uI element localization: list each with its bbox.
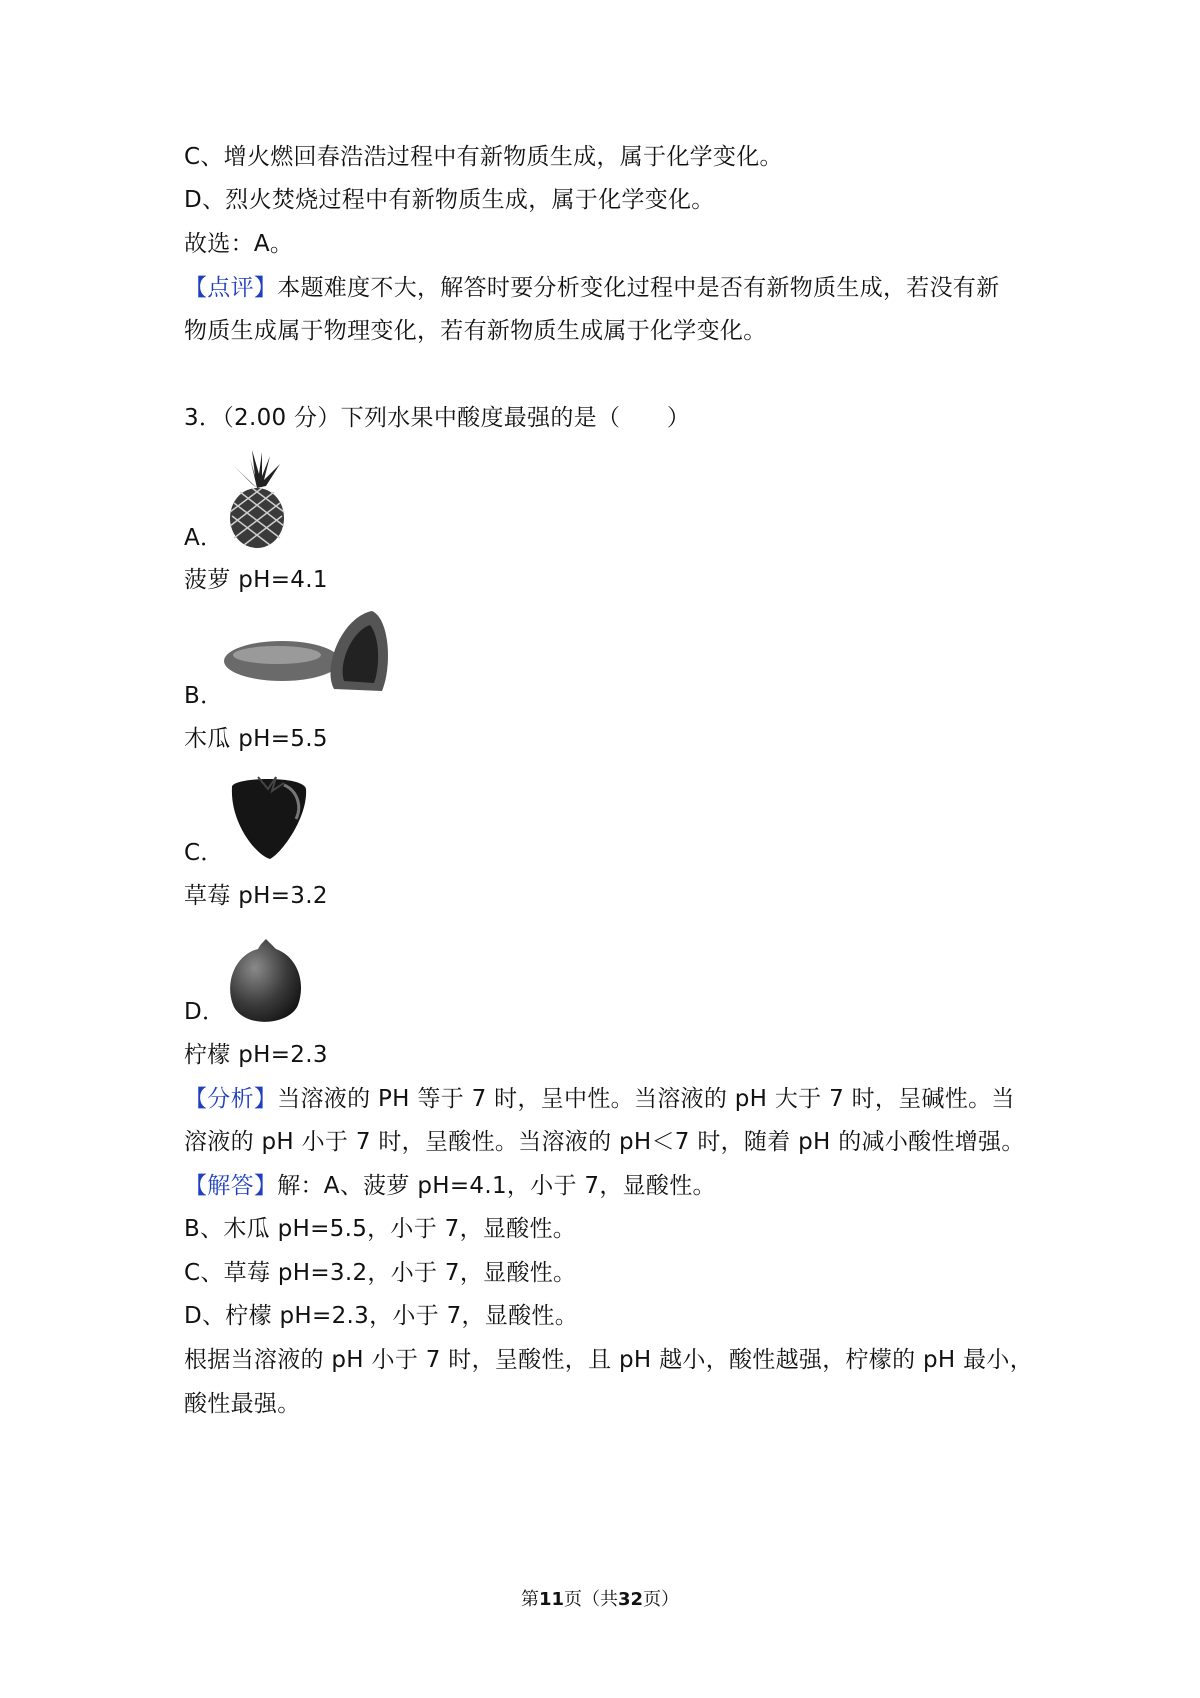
papaya-icon	[222, 607, 394, 695]
answer-line: D、柠檬 pH=2.3，小于 7，显酸性。	[184, 1303, 579, 1329]
page-footer: 第11页（共32页）	[520, 1589, 680, 1610]
option-caption: 草莓 pH=3.2	[184, 883, 328, 909]
text-line: 故选：A。	[184, 231, 294, 257]
answer-line: B、木瓜 pH=5.5，小于 7，显酸性。	[184, 1216, 577, 1242]
option-letter: B．	[184, 683, 224, 709]
analysis-tag: 【分析】	[184, 1086, 278, 1112]
answer-line: C、草莓 pH=3.2，小于 7，显酸性。	[184, 1260, 577, 1286]
text-line: C、增火燃回春浩浩过程中有新物质生成，属于化学变化。	[184, 144, 783, 170]
text-line: 物质生成属于物理变化，若有新物质生成属于化学变化。	[184, 318, 767, 344]
answer-text: 解：A、菠萝 pH=4.1，小于 7，显酸性。	[277, 1173, 716, 1199]
question-stem: 3．（2.00 分）下列水果中酸度最强的是（ ）	[184, 405, 691, 431]
text-line: D、烈火焚烧过程中有新物质生成，属于化学变化。	[184, 187, 715, 213]
option-caption: 柠檬 pH=2.3	[184, 1042, 328, 1068]
answer-tag: 【解答】	[184, 1173, 278, 1199]
comment-line	[184, 273, 1000, 303]
answer-line: 酸性最强。	[184, 1391, 301, 1417]
answer-line	[184, 1171, 716, 1201]
option-letter: A．	[184, 525, 224, 551]
answer-line: 根据当溶液的 pH 小于 7 时，呈酸性，且 pH 越小，酸性越强，柠檬的 pH 最小，	[184, 1347, 1034, 1373]
page-number: 11	[538, 1589, 564, 1610]
comment-text: 本题难度不大，解答时要分析变化过程中是否有新物质生成，若没有新	[277, 275, 1000, 301]
option-letter: D．	[184, 999, 226, 1025]
analysis-line	[184, 1084, 1015, 1114]
analysis-text: 当溶液的 PH 等于 7 时，呈中性。当溶液的 pH 大于 7 时，呈碱性。当	[277, 1086, 1015, 1112]
analysis-line: 溶液的 pH 小于 7 时，呈酸性。当溶液的 pH＜7 时，随着 pH 的减小酸性增强。	[184, 1129, 1025, 1155]
page-total: 32	[618, 1589, 644, 1610]
lemon-icon	[224, 935, 308, 1029]
strawberry-icon	[224, 773, 312, 861]
option-caption: 菠萝 pH=4.1	[184, 567, 328, 593]
comment-tag: 【点评】	[184, 275, 278, 301]
option-letter: C．	[184, 840, 224, 866]
pineapple-icon	[222, 448, 292, 548]
option-caption: 木瓜 pH=5.5	[184, 726, 328, 752]
